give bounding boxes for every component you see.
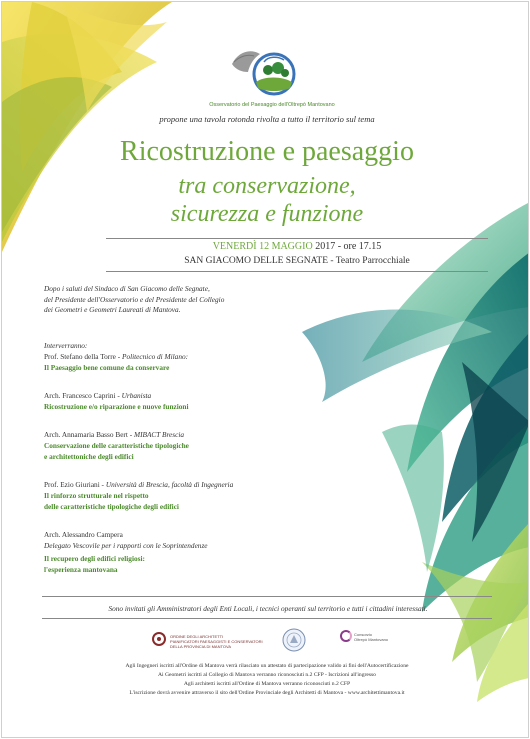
speaker-5	[44, 530, 123, 541]
talk-2: Ricostruzione e/o riparazione e nuove funzioni	[44, 402, 189, 411]
speakers-intro: Interverranno:	[44, 341, 88, 350]
event-date	[106, 241, 488, 252]
poster	[1, 1, 529, 738]
sponsor-line: ORDINE DEGLI ARCHITETTI	[170, 634, 224, 639]
speaker-4	[44, 480, 233, 491]
architects-logo	[152, 632, 166, 646]
talk-line: e architettoniche degli edifici	[44, 451, 134, 461]
title-line-2: tra conservazione,	[178, 173, 356, 199]
sponsor-line: Consorzio	[354, 632, 373, 637]
speaker-1	[44, 352, 188, 363]
talk-1: Il Paesaggio bene comune da conservare	[44, 363, 170, 372]
greetings-line: dei Geometri e Geometri Laureati di Mantova.	[44, 305, 181, 314]
consorzio-logo	[340, 630, 352, 642]
intro-line: propone una tavola rotonda rivolta a tutto il territorio sul tema	[159, 114, 375, 124]
talk-line: l'esperienza mantovana	[44, 564, 118, 574]
consorzio-name	[354, 632, 388, 642]
talk-line: delle caratteristiche tipologiche degli edifici	[44, 501, 179, 511]
sponsor-line: PIANIFICATORI PAESAGGISTI E CONSERVATORI	[170, 639, 263, 644]
title-line-3: sicurezza e funzione	[170, 201, 364, 227]
speaker-3	[44, 430, 184, 441]
geometri-seal-icon	[282, 628, 306, 652]
greetings-line: del Presidente dell'Osservatorio e del Presidente del Collegio	[44, 294, 225, 304]
speaker-name: Prof. Ezio Giuriani -	[44, 480, 106, 489]
divider-bottom	[106, 271, 488, 272]
event-venue	[106, 256, 488, 266]
divider-invite-bottom	[42, 618, 492, 619]
greetings	[44, 284, 224, 316]
logo-caption: Osservatorio del Paesaggio dell'Oltrepò Mantovano	[209, 102, 335, 108]
talk-line: Il rinforzo strutturale nel rispetto	[44, 491, 149, 500]
speaker-name: Arch. Francesco Caprini -	[44, 391, 122, 400]
speaker-role: Urbanista	[121, 391, 152, 400]
invitation: Sono invitati gli Amministratori degli Enti Locali, i tecnici operanti sul territorio e tutti i cittadini interessati.	[108, 604, 428, 613]
title-subtitle	[62, 172, 472, 228]
speaker-2	[44, 391, 151, 402]
speaker-role: Delegato Vescovile per i rapporti con le Soprintendenze	[44, 541, 208, 550]
talk-line: Il recupero degli edifici religiosi:	[44, 554, 145, 563]
speaker-role: MIBACT Brescia	[133, 430, 185, 439]
title-line-1: Ricostruzione e paesaggio	[120, 136, 414, 167]
footer-line: L'iscrizione dovrà avvenire attraverso il sito dell'Ordine Provinciale degli Architetti di Mantova - www.architettimantova.it	[129, 690, 405, 696]
talk-3	[44, 441, 189, 462]
speaker-name: Arch. Alessandro Campera	[44, 530, 123, 539]
event-time: 2017 - ore 17.15	[315, 241, 382, 252]
speaker-name: Prof. Stefano della Torre -	[44, 352, 122, 361]
speaker-role: Politecnico di Milano:	[121, 352, 189, 361]
sponsor-line: Oltrepò Mantovano	[354, 637, 389, 642]
event-day: VENERDÌ 12 MAGGIO	[212, 241, 313, 252]
observatory-logo	[224, 42, 314, 102]
talk-4	[44, 491, 179, 512]
footer-line: Agli architetti iscritti all'Ordine di Mantova verranno riconosciuti n.2 CFP	[183, 681, 351, 687]
venue-place: SAN GIACOMO DELLE SEGNATE	[184, 256, 329, 266]
footer-notes	[42, 662, 492, 698]
footer-line: Ai Geometri iscritti al Collegio di Mantova verranno riconosciuti n.2 CFP - Iscrizioni all'ingresso	[158, 672, 376, 678]
speaker-name: Arch. Annamaria Basso Bert -	[44, 430, 134, 439]
architects-order	[170, 634, 263, 649]
venue-room: - Teatro Parrocchiale	[330, 256, 410, 266]
footer-line: Agli Ingegneri iscritti all'Ordine di Mantova verrà rilasciato un attestato di partecipazione valido ai fini dell'Autocertificazione	[125, 663, 409, 669]
talk-line: Conservazione delle caratteristiche tipologiche	[44, 441, 189, 450]
speaker-5-role	[44, 541, 208, 552]
speaker-role: Università di Brescia, facoltà di Ingegneria	[105, 480, 234, 489]
divider-invite-top	[42, 596, 492, 597]
greetings-line: Dopo i saluti del Sindaco di San Giacomo delle Segnate,	[44, 284, 210, 293]
sponsor-line: DELLA PROVINCIA DI MANTOVA	[170, 644, 231, 649]
talk-5	[44, 554, 145, 575]
divider-top	[106, 238, 488, 239]
